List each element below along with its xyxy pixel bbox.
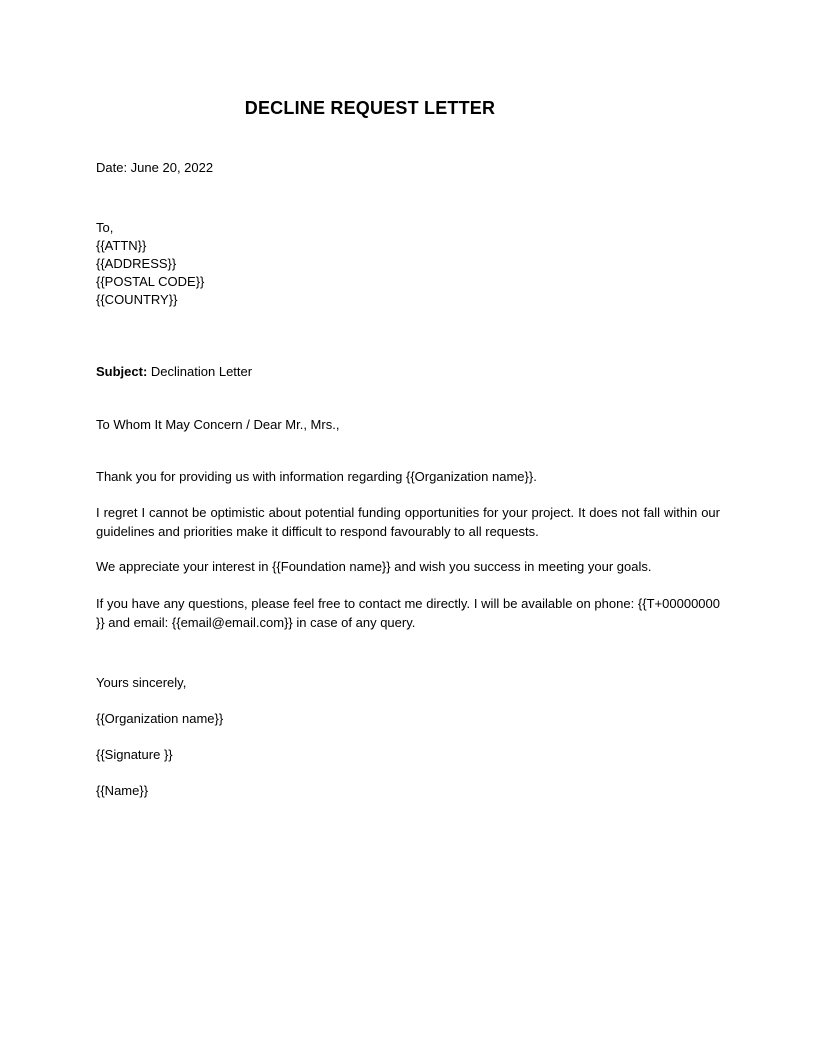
closing-signature: {{Signature }} [96, 747, 173, 762]
salutation: To Whom It May Concern / Dear Mr., Mrs., [96, 417, 340, 432]
subject-label: Subject: [96, 364, 148, 379]
body-paragraph-1: Thank you for providing us with information regarding {{Organization name}}. [96, 469, 537, 484]
date-line: Date: June 20, 2022 [96, 160, 214, 175]
recipient-attn: {{ATTN}} [96, 238, 147, 253]
closing-sign-off: Yours sincerely, [96, 675, 187, 690]
recipient-to: To, [96, 220, 114, 235]
recipient-postal-code: {{POSTAL CODE}} [96, 274, 205, 289]
recipient-country: {{COUNTRY}} [96, 292, 178, 307]
body-paragraph-3: We appreciate your interest in {{Foundation name}} and wish you success in meeting your goals. [96, 559, 652, 574]
body-paragraph-4: If you have any questions, please feel free to contact me directly. I will be available on phone: {{T+00000000 }} and email: {{email@email.com}} in case of any query. [96, 596, 720, 630]
letter-title: DECLINE REQUEST LETTER [244, 98, 496, 118]
recipient-address: {{ADDRESS}} [96, 256, 177, 271]
subject-line [96, 363, 252, 381]
body-paragraph-2: I regret I cannot be optimistic about potential funding opportunities for your project. It does not fall within our guidelines and priorities make it difficult to respond favourably to all requests. [96, 505, 720, 539]
closing-name: {{Name}} [96, 783, 149, 798]
subject-text: Declination Letter [147, 364, 253, 379]
closing-organization: {{Organization name}} [96, 711, 224, 726]
